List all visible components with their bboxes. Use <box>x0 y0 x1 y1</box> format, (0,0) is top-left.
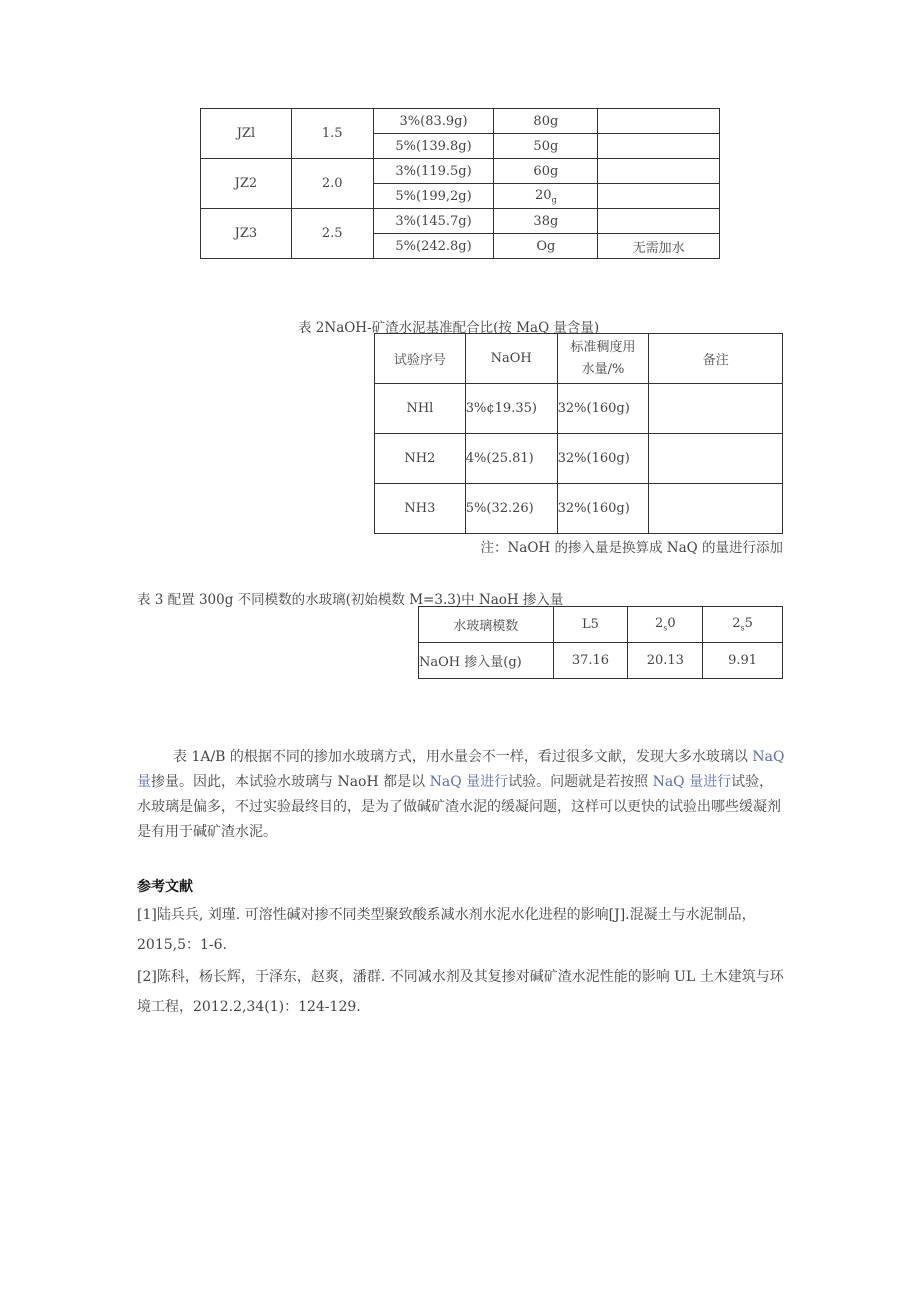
paragraph-link[interactable]: NaQ 量进行 <box>429 774 509 790</box>
table-cell-value: 37.16 <box>553 643 628 679</box>
table-cell-id: NH3 <box>375 484 466 534</box>
table-cell-note <box>598 184 720 209</box>
value-part: 5 <box>744 616 753 632</box>
table-row <box>201 159 720 184</box>
header-water-line2: 水量/% <box>581 361 625 377</box>
table-row <box>201 109 720 134</box>
table-cell-note: 无需加水 <box>598 234 720 259</box>
table-2-footnote: 注：NaOH 的掺入量是换算成 NaQ 的量进行添加 <box>480 540 783 556</box>
table-cell-value: 20.13 <box>628 643 703 679</box>
table-cell-note <box>598 159 720 184</box>
header-naoh: NaOH <box>465 334 557 384</box>
table-cell-note <box>649 484 783 534</box>
table-row <box>419 607 783 643</box>
table-cell-water: 60g <box>494 159 598 184</box>
paragraph-link[interactable]: NaQ 量进行 <box>652 774 732 790</box>
table-3 <box>418 606 783 679</box>
paragraph-link[interactable]: NaQ 量 <box>137 749 785 790</box>
table-row <box>375 384 783 434</box>
table-3-caption: 表 3 配置 300g 不同模数的水玻璃(初始模数 M=3.3)中 NaoH 掺入量 <box>137 592 564 608</box>
table-cell-water: Og <box>494 234 598 259</box>
value-part: 0 <box>667 616 676 632</box>
table-cell-water: 32%(160g) <box>557 384 649 434</box>
table-cell-value: 9.91 <box>703 643 783 679</box>
header-id: 试验序号 <box>375 334 466 384</box>
table-cell-water: 80g <box>494 109 598 134</box>
table-cell-naoh: 5%(199,2g) <box>373 184 494 209</box>
value-part: 2 <box>732 616 741 632</box>
table-cell-naoh: 3%(145.7g) <box>373 209 494 234</box>
table-cell-naoh: 5%(242.8g) <box>373 234 494 259</box>
table-cell-id: NH2 <box>375 434 466 484</box>
references-heading: 参考文献 <box>137 879 193 895</box>
table-1 <box>200 108 720 259</box>
table-cell-label: NaOH 掺入量(g) <box>419 643 554 679</box>
value-part: 2 <box>654 616 664 632</box>
body-paragraph <box>137 745 785 845</box>
header-water-line1: 标准稠度用 <box>570 339 636 355</box>
table-cell-water: 32%(160g) <box>557 484 649 534</box>
table-cell-water <box>494 184 598 209</box>
table-cell-naoh: 3%(83.9g) <box>373 109 494 134</box>
table-cell-naoh: 3%(119.5g) <box>373 159 494 184</box>
table-row <box>375 434 783 484</box>
table-2-caption: 表 2NaOH-矿渣水泥基准配合比(按 MaQ 量含量) <box>298 320 600 336</box>
table-cell-naoh: 3%¢19.35) <box>465 384 557 434</box>
value-subscript: s <box>740 623 745 633</box>
table-row <box>201 209 720 234</box>
table-cell-id: JZ2 <box>201 159 292 209</box>
paragraph-text: 试验。问题就是若按照 <box>508 774 653 790</box>
table-cell-label: 水玻璃模数 <box>419 607 554 643</box>
table-cell-water: 50g <box>494 134 598 159</box>
table-cell-note <box>598 109 720 134</box>
table-cell-note <box>598 209 720 234</box>
table-cell-note <box>649 384 783 434</box>
paragraph-text: 表 1A/B 的根据不同的掺加水玻璃方式，用水量会不一样，看过很多文献，发现大多水玻璃以 <box>173 749 753 765</box>
value-subscript: s <box>663 623 668 633</box>
table-row <box>375 484 783 534</box>
table-cell-id: JZ3 <box>201 209 292 259</box>
table-cell-value <box>703 607 783 643</box>
table-cell-modulus: 2.0 <box>291 159 373 209</box>
table-cell-id: NHl <box>375 384 466 434</box>
water-value: 20 <box>535 187 552 203</box>
table-cell-note <box>649 434 783 484</box>
table-2 <box>374 333 783 534</box>
table-cell-water: 32%(160g) <box>557 434 649 484</box>
table-cell-modulus: 2.5 <box>291 209 373 259</box>
table-cell-id: JZl <box>201 109 292 159</box>
water-subscript: g <box>551 195 557 205</box>
table-cell-modulus: 1.5 <box>291 109 373 159</box>
table-header-row <box>375 334 783 384</box>
paragraph-text: 掺量。因此，本试验水玻璃与 NaoH 都是以 <box>151 774 430 790</box>
reference-item: [2]陈科，杨长辉，于泽东，赵爽，潘群. 不同减水剂及其复掺对碱矿渣水泥性能的影响 UL 土木建筑与环境工程，2012.2,34(1)：124-129. <box>137 969 784 1015</box>
table-cell-value: L5 <box>553 607 628 643</box>
table-cell-note <box>598 134 720 159</box>
table-cell-water: 38g <box>494 209 598 234</box>
reference-item: [1]陆兵兵, 刘瑾. 可溶性碱对掺不同类型聚致酸系减水剂水泥水化进程的影响[J].混凝土与水泥制品，2015,5：1-6. <box>137 907 756 953</box>
header-water <box>557 334 649 384</box>
table-cell-naoh: 5%(139.8g) <box>373 134 494 159</box>
header-note: 备注 <box>649 334 783 384</box>
table-cell-value <box>628 607 703 643</box>
table-cell-naoh: 4%(25.81) <box>465 434 557 484</box>
table-row <box>419 643 783 679</box>
table-cell-naoh: 5%(32.26) <box>465 484 557 534</box>
paragraph-text: 试验，水玻璃是偏多，不过实验最终目的，是为了做碱矿渣水泥的缓凝问题，这样可以更快的试验出哪些缓凝剂是有用于碱矿渣水泥。 <box>137 774 781 840</box>
